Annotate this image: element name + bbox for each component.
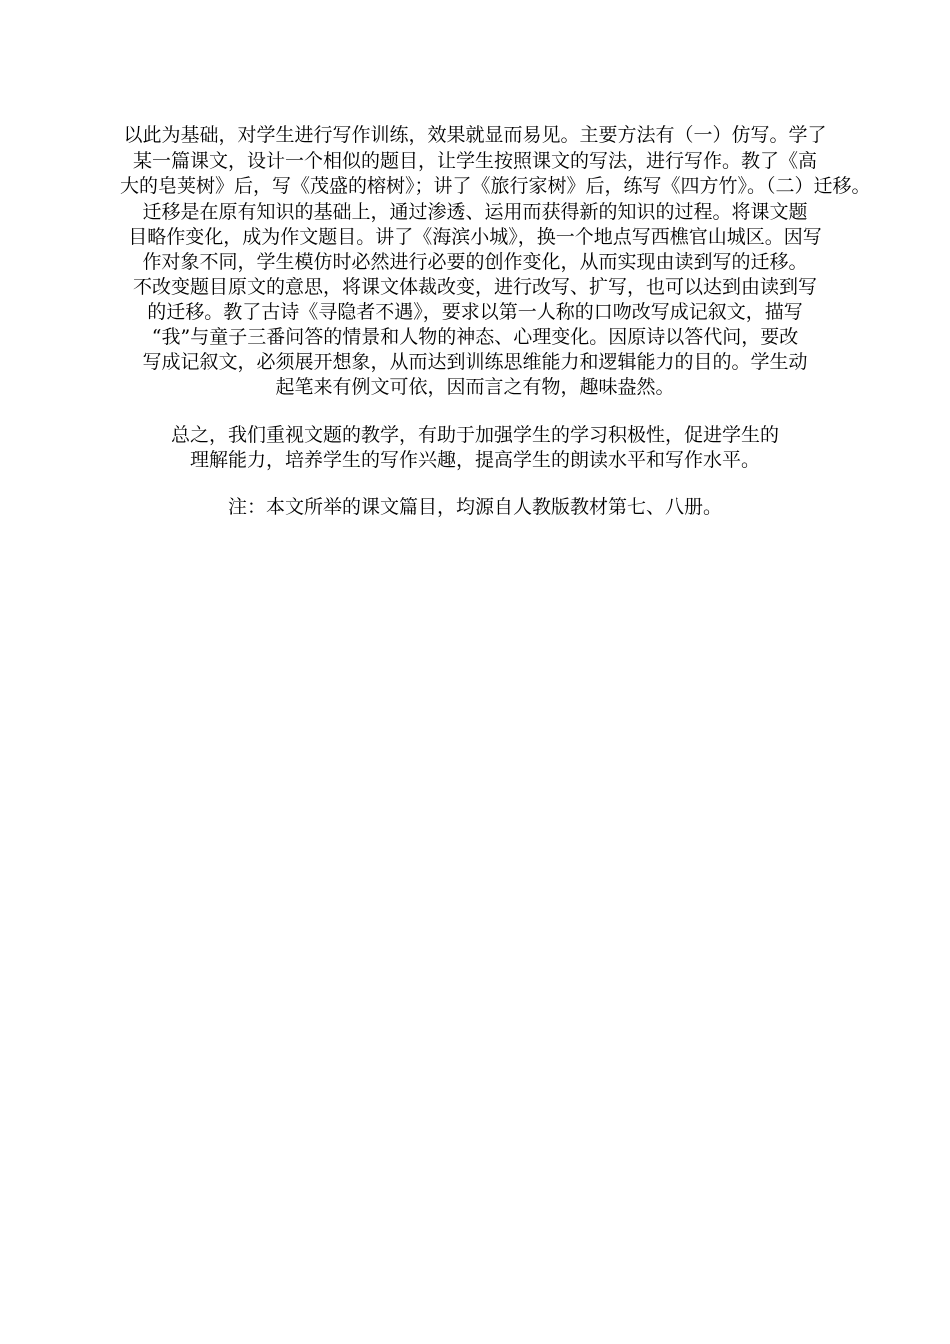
paragraph-line: 以此为基础，对学生进行写作训练，效果就显而易见。主要方法有（一）仿写。学了 [123, 124, 827, 146]
paragraph-line: 总之，我们重视文题的教学，有助于加强学生的学习积极性，促进学生的 [170, 424, 779, 446]
footnote: 注：本文所举的课文篇目，均源自人教版教材第七、八册。 [227, 496, 722, 518]
paragraph-line: 某一篇课文，设计一个相似的题目，让学生按照课文的写法，进行写作。教了《高 [132, 150, 817, 172]
paragraph-line: 作对象不同，学生模仿时必然进行必要的创作变化，从而实现由读到写的迁移。 [142, 251, 808, 273]
paragraph-line: 写成记叙文，必须展开想象，从而达到训练思维能力和逻辑能力的目的。学生动 [142, 351, 808, 373]
paragraph-line: 迁移是在原有知识的基础上，通过渗透、运用而获得新的知识的过程。将课文题 [142, 201, 808, 223]
paragraph-line: 的迁移。教了古诗《寻隐者不遇》，要求以第一人称的口吻改写成记叙文，描写 [147, 301, 803, 323]
paragraph-line: 大的皂荚树》后，写《茂盛的榕树》；讲了《旅行家树》后，练写《四方竹》。（二）迁移。 [120, 175, 871, 197]
paragraph-line: “我”与童子三番问答的情景和人物的神态、心理变化。因原诗以答代问，要改 [151, 326, 799, 348]
paragraph-line: 理解能力，培养学生的写作兴趣，提高学生的朗读水平和写作水平。 [189, 449, 760, 471]
paragraph-line: 目略作变化，成为作文题目。讲了《海滨小城》，换一个地点写西樵官山城区。因写 [128, 226, 822, 248]
paragraph-line: 起笔来有例文可依，因而言之有物，趣味盎然。 [275, 376, 675, 398]
paragraph-line: 不改变题目原文的意思，将课文体裁改变，进行改写、扩写，也可以达到由读到写 [132, 276, 817, 298]
